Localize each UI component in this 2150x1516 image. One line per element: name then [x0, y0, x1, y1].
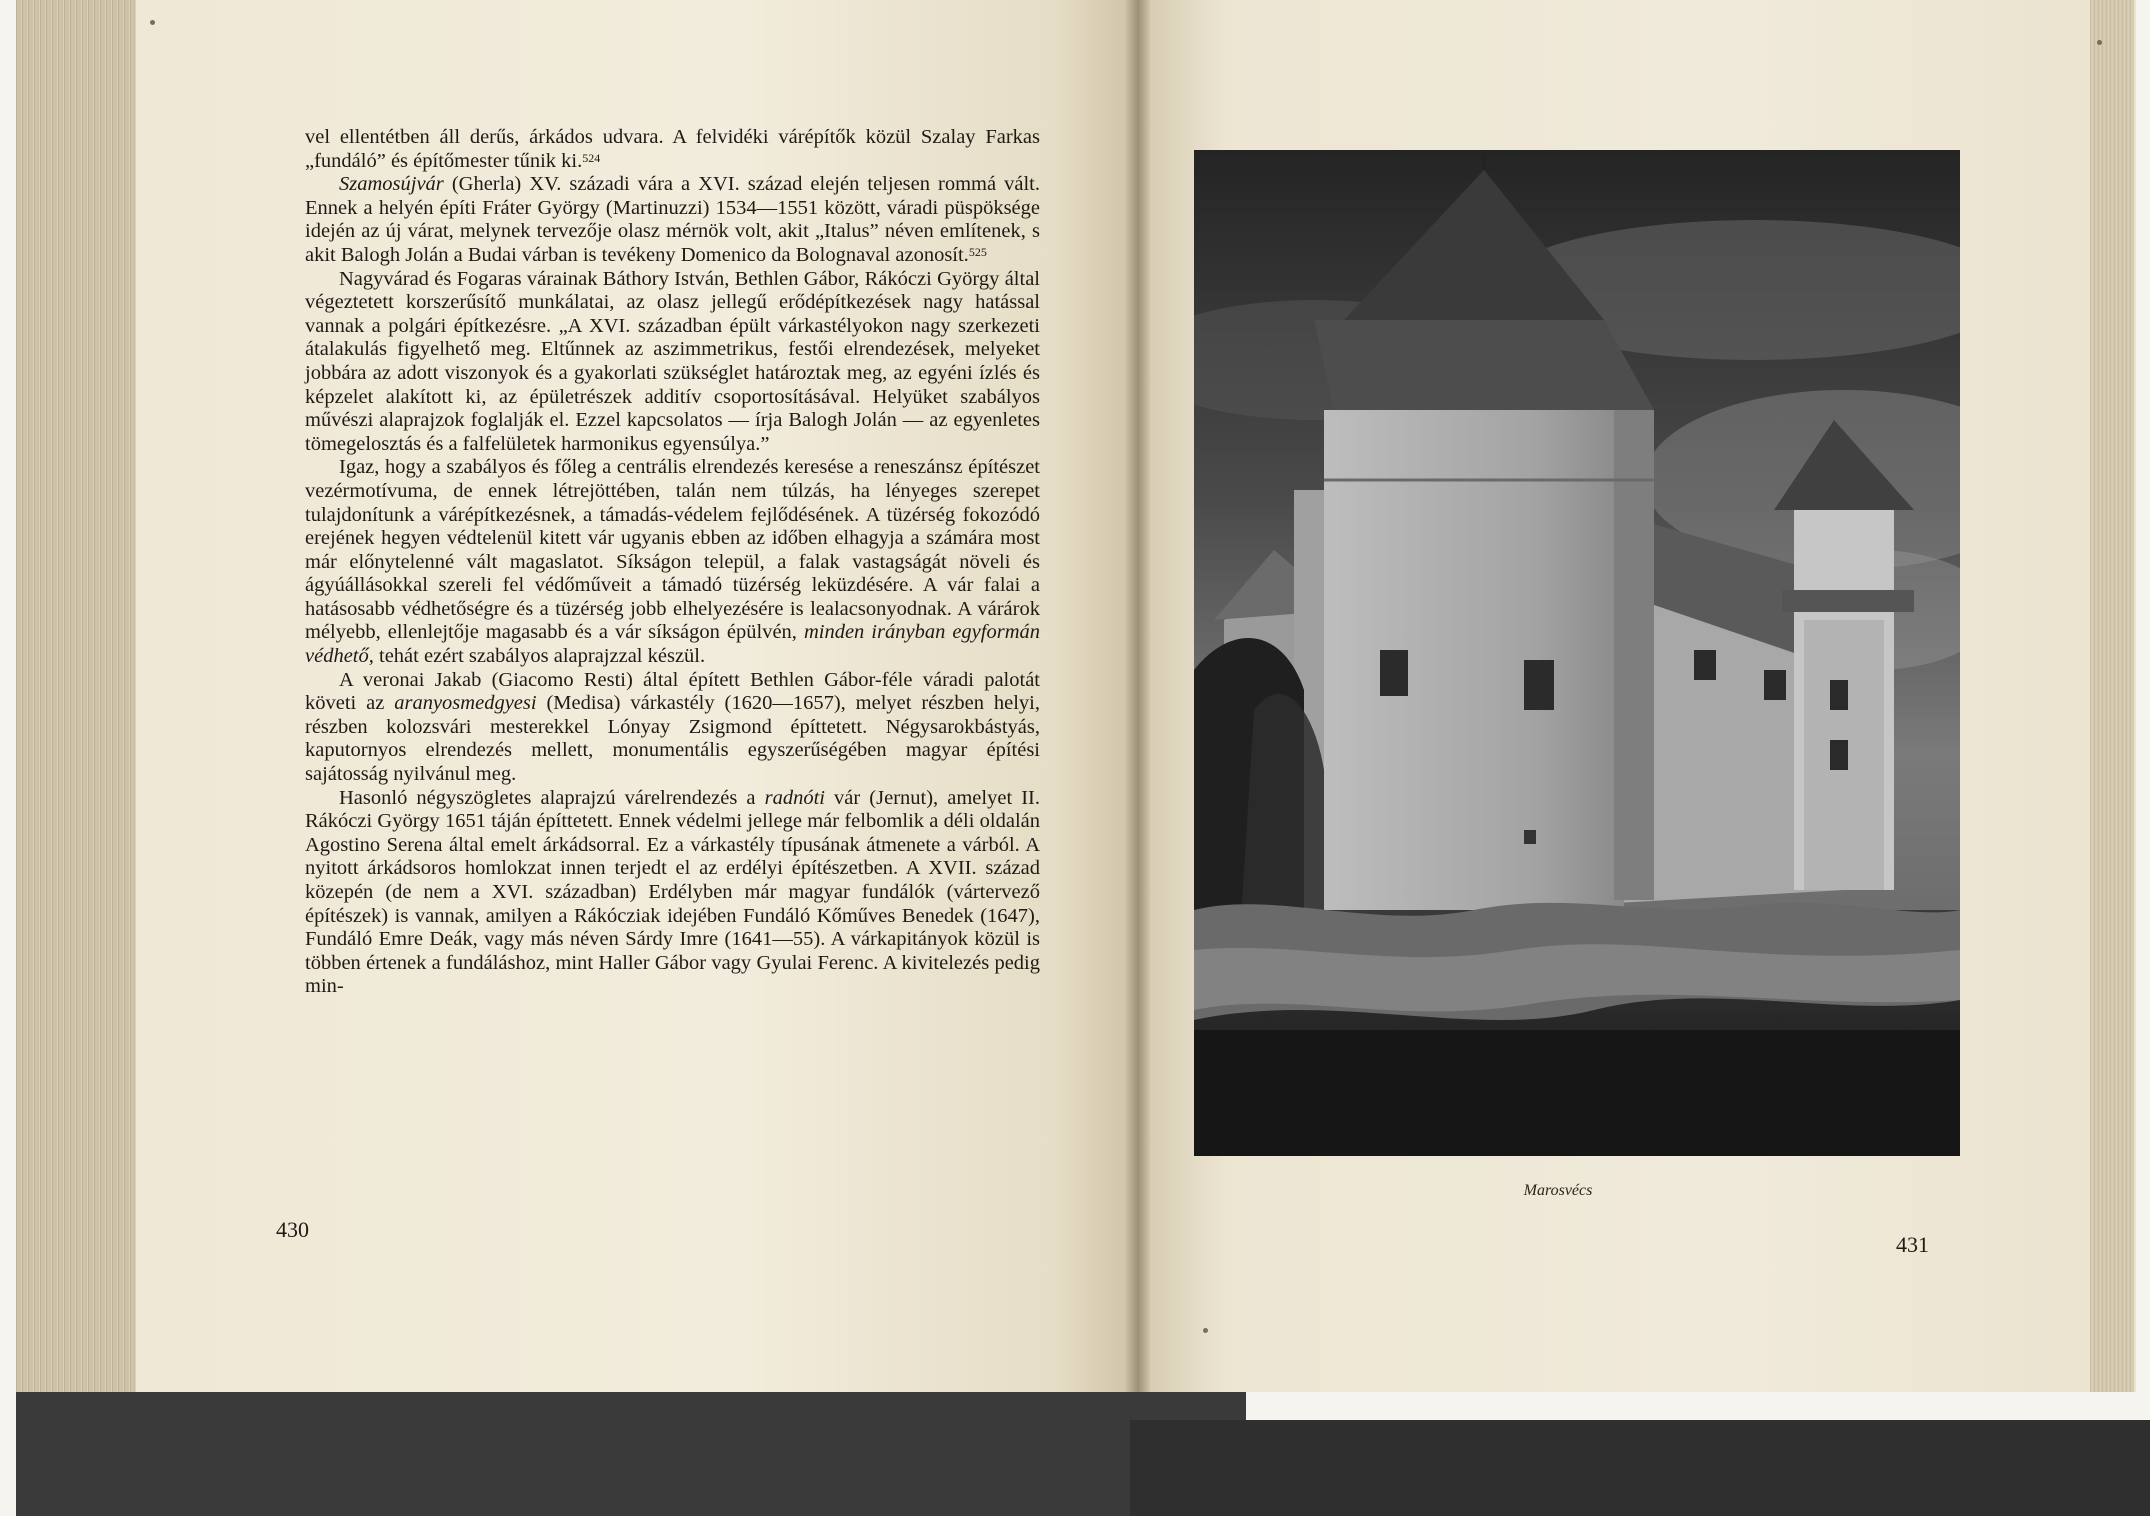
- page-number-left: 430: [276, 1217, 309, 1242]
- footnote-ref: 524: [582, 150, 601, 165]
- paper-speck: [2097, 40, 2102, 45]
- text-run: (Gherla) XV. századi vára a XVI. század elején teljesen rommá vált. Ennek a helyén építi Fráter György (Martinuzzi) 1534—1551 között, váradi püspöksége idején az új várat, melynek tervezője olasz mérnök volt, akit „Italus” néven említenek, s akit Balogh Jolán a Budai várban is tevékeny Domenico da Bolognaval azonosít.: [305, 173, 1040, 266]
- text-run: , tehát ezért szabályos alaprajzzal készül.: [368, 645, 706, 668]
- text-run: radnóti: [764, 786, 825, 809]
- photo-caption: Marosvécs: [1523, 1182, 1593, 1199]
- text-run: aranyosmedgyesi: [394, 692, 537, 715]
- text-run: minden irányban egyformán védhető: [305, 621, 1040, 668]
- paper-speck: [1203, 1328, 1208, 1333]
- text-run: (Medisa) várkastély (1620—1657), melyet részben helyi, részben kolozsvári mesterekkel Lónyay Zsigmond építtetett. Négysarokbástyás, kaputornyos elrendezés mellett, monumentális egyszerűségében magyar építési sajátosság nyilvánul meg.: [305, 692, 1040, 786]
- paper-speck: [150, 20, 155, 25]
- paragraph: [305, 669, 1040, 787]
- page-edges-right: [2090, 0, 2134, 1392]
- text-run: Igaz, hogy a szabályos és főleg a centrális elrendezés keresése a reneszánsz építészet vezérmotívuma, de ennek létrejöttében, talán nem túlzás, ha lényeges szerepet tulajdonítunk a várépítkezésnek, a támadás-védelem fejlődésének. A tüzérség fokozódó erejének hegyen védtelenül kitett vár ugyanis ebben az időben elhagyja a számára most már előnytelenné vált magaslatot. Síkságon települ, a falak vastagságát növeli és ágyúállásokkal szereli fel védőműveit a támadó tüzérség leküzdésére. A vár falai a hatásosabb védhetőségre és a tüzérség jobb elhelyezésére is lealacsonyodnak. A várárok mélyebb, ellenlejtője magasabb és a vár síkságon épülvén,: [305, 456, 1040, 644]
- book-gutter: [1126, 0, 1150, 1392]
- text-run: A veronai Jakab (Giacomo Resti) által épített Bethlen Gábor-féle váradi palotát követi az: [305, 668, 1040, 715]
- text-run: vel ellentétben áll derűs, árkádos udvara. A felvidéki várépítők közül Szalay Farkas „fundáló” és építőmester tűnik ki.: [305, 126, 1040, 172]
- book-cover-edge-right: [1130, 1420, 2150, 1516]
- text-run: vár (Jernut), amelyet II. Rákóczi György 1651 táján építtetett. Ennek védelmi jellege már felbomlik a déli oldalán Agostino Serena által emelt árkádsorral. Ez a várkastély típusának átmenete a várból. A nyitott árkádsoros homlokzat innen terjedt el az erdélyi építészetben. A XVII. század közepén (de nem a XVI. században) Erdélyben már magyar fundálók (vártervező építészek) is vannak, amilyen a Rákócziak idejében Fundáló Kőműves Benedek (1647), Fundáló Emre Deák, vagy más néven Sárdy Imre (1641—55). A várkapitányok közül is többen értenek a fundáláshoz, mint Haller Gábor vagy Gyulai Ferenc. A kivitelezés pedig min-: [305, 786, 1040, 998]
- footnote-ref: 525: [968, 244, 987, 259]
- castle-image: [1194, 150, 1960, 1156]
- paragraph: [305, 787, 1040, 999]
- paragraph: [305, 126, 1040, 173]
- paragraph: [305, 173, 1040, 267]
- text-run: Hasonló négyszögletes alaprajzú várelrendezés a: [339, 786, 765, 809]
- page-number-right: 431: [1896, 1232, 1929, 1257]
- body-text: [305, 126, 1040, 999]
- text-run: Nagyvárad és Fogaras várainak Báthory István, Bethlen Gábor, Rákóczi György által végeztetett korszerűsítő munkálatai, az olasz jellegű erődépítkezések nagy hatással vannak a polgári építkezésre. „A XVI. században épült várkastélyokon nagy szerkezeti átalakulás figyelhető meg. Eltűnnek az aszimmetrikus, festői elrendezések, melyeket jobbára az adott viszonyok és a gyakorlati szükséglet határoztak meg, az egyéni ízlés és képzelet alakított ki, az épületrészek additív csoportosításával. Helyüket szabályos művészi alaprajzok foglalják el. Ezzel kapcsolatos — írja Balogh Jolán — az egyenletes tömegelosztás és a falfelületek harmonikus egyensúlya.”: [305, 267, 1040, 455]
- paragraph: [305, 456, 1040, 668]
- page-edges-left: [16, 0, 136, 1392]
- book-cover-edge: [16, 1388, 1246, 1516]
- castle-photograph: [1194, 150, 1960, 1156]
- text-run: Szamosújvár: [339, 173, 444, 196]
- paragraph: [305, 268, 1040, 457]
